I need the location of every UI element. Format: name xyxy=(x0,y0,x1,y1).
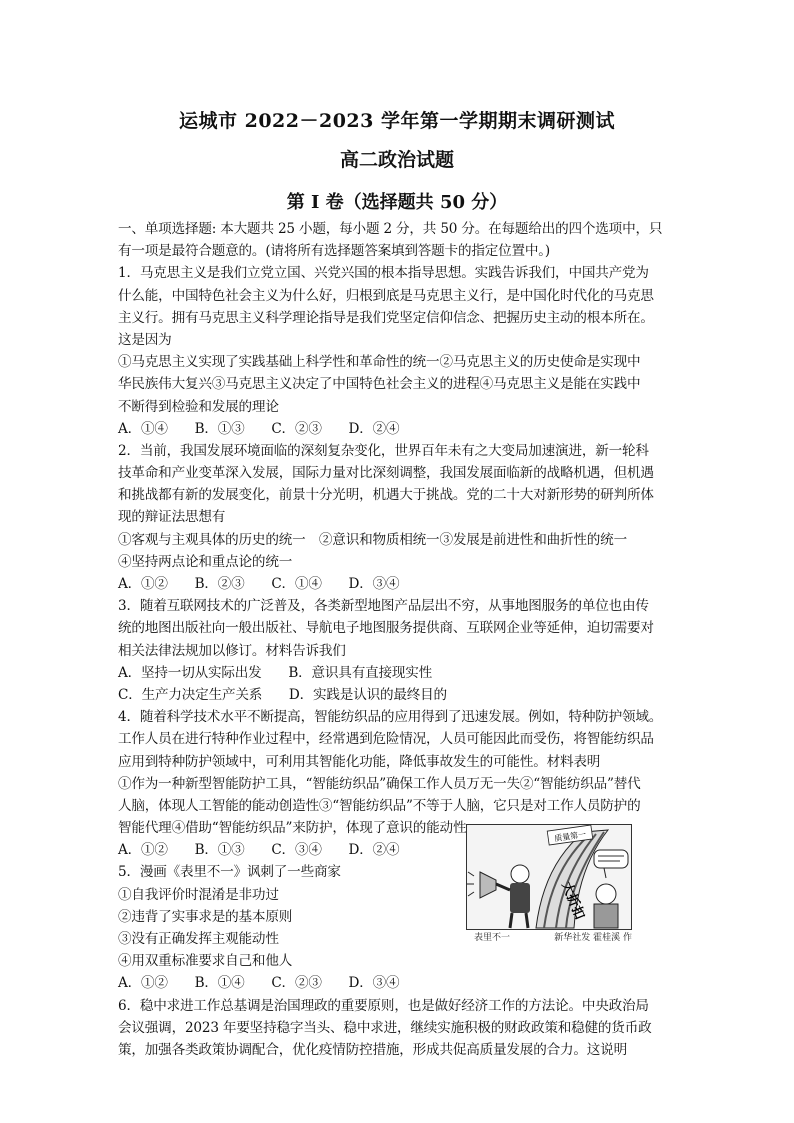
exam-subtitle: 高二政治试题 xyxy=(339,149,454,171)
question-3-options: C．生产力决定生产关系 D．实践是认识的最终目的 xyxy=(118,686,447,703)
banner-top-text: 质量第一 xyxy=(553,829,587,844)
question-2-stem: 技革命和产业变革深入发展，国际力量对比深刻调整，我国发展面临新的战略机遇，但机遇 xyxy=(118,465,654,482)
question-2-stem: 现的辩证法思想有 xyxy=(118,509,226,526)
exam-title: 运城市 2022－2023 学年第一学期期末调研测试 xyxy=(179,110,615,132)
question-1-stem: 这是因为 xyxy=(118,331,172,348)
cartoon-title: 表里不一 xyxy=(474,933,511,943)
question-4-statements: ①作为一种新型智能防护工具，“智能纺织品”确保工作人员万无一失②“智能纺织品”替代 xyxy=(118,775,641,792)
question-3-options: A．坚持一切从实际出发 B．意识具有直接现实性 xyxy=(118,664,433,681)
question-6-stem: 会议强调，2023 年要坚持稳字当头、稳中求进，继续实施积极的财政政策和稳健的货币政 xyxy=(118,1019,652,1036)
question-4-statements: 人脑，体现人工智能的能动创造性③“智能纺织品”不等于人脑，它只是对工作人员防护的 xyxy=(118,797,641,814)
question-4-options: A．①② B．①③ C．③④ D．②④ xyxy=(118,842,400,859)
question-1-stem: 主义行。拥有马克思主义科学理论指导是我们党坚定信仰信念、把握历史主动的根本所在。 xyxy=(118,309,654,326)
question-4-stem: 工作人员在进行特种作业过程中，经常遇到危险情况，人员可能因此而受伤，将智能纺织品 xyxy=(118,731,654,748)
question-1-statements: 不断得到检验和发展的理论 xyxy=(118,398,279,415)
question-1-stem: 什么能，中国特色社会主义为什么好，归根到底是马克思主义行，是中国化时代化的马克思 xyxy=(118,287,654,304)
question-5-statement: ④用双重标准要求自己和他人 xyxy=(118,953,293,970)
question-4-stem: 4．随着科学技术水平不断提高，智能纺织品的应用得到了迅速发展。例如，特种防护领域。 xyxy=(118,709,663,726)
cartoon-drawing xyxy=(466,824,632,930)
question-6-stem: 6．稳中求进工作总基调是治国理政的重要原则，也是做好经济工作的方法论。中央政治局 xyxy=(118,997,649,1014)
question-1-statements: ①马克思主义实现了实践基础上科学性和革命性的统一②马克思主义的历史使命是实现中 xyxy=(118,354,641,371)
section-heading: 第 I 卷（选择题共 50 分） xyxy=(286,192,508,213)
question-2-statements: ①客观与主观具体的历史的统一 ②意识和物质相统一③发展是前进性和曲折性的统一 xyxy=(118,531,627,548)
instruction-line: 有一项是最符合题意的。(请将所有选择题答案填到答题卡的指定位置中。) xyxy=(118,243,551,260)
cartoon-caption xyxy=(474,930,632,943)
question-3-stem: 相关法律法规加以修订。材料告诉我们 xyxy=(118,642,346,659)
question-5-stem: 5．漫画《表里不一》讽刺了一些商家 xyxy=(118,864,341,881)
question-3-stem: 3．随着互联网技术的广泛普及，各类新型地图产品层出不穷，从事地图服务的单位也由传 xyxy=(118,598,649,615)
cartoon-credit: 新华社发 霍桂溪 作 xyxy=(554,933,632,943)
question-4-stem: 应用到特种防护领域中，可利用其智能化功能，降低事故发生的可能性。材料表明 xyxy=(118,753,601,770)
question-4-statements: 智能代理④借助“智能纺织品”来防护，体现了意识的能动性 xyxy=(118,820,467,837)
question-6-stem: 策，加强各类政策协调配合，优化疫情防控措施，形成共促高质量发展的合力。这说明 xyxy=(118,1041,627,1058)
question-5-options: A．①② B．①④ C．②③ D．③④ xyxy=(118,975,400,992)
banner-main-text: 大折扣 xyxy=(558,879,587,922)
question-5-statement: ①自我评价时混淆是非功过 xyxy=(118,886,279,903)
question-3-stem: 统的地图出版社向一般出版社、导航电子地图服务提供商、互联网企业等延伸，迫切需要对 xyxy=(118,620,654,637)
question-1-statements: 华民族伟大复兴③马克思主义决定了中国特色社会主义的进程④马克思主义是能在实践中 xyxy=(118,376,641,393)
question-1-options: A．①④ B．①③ C．②③ D．②④ xyxy=(118,420,400,437)
question-2-statements: ④坚持两点论和重点论的统一 xyxy=(118,553,293,570)
question-2-stem: 和挑战都有新的发展变化，前景十分光明，机遇大于挑战。党的二十大对新形势的研判所体 xyxy=(118,487,654,504)
question-1-stem: 1．马克思主义是我们立党立国、兴党兴国的根本指导思想。实践告诉我们，中国共产党为 xyxy=(118,265,649,282)
question-2-options: A．①② B．②③ C．①④ D．③④ xyxy=(118,576,400,592)
question-5-statement: ③没有正确发挥主观能动性 xyxy=(118,931,279,947)
instruction-line: 一、单项选择题: 本大题共 25 小题，每小题 2 分，共 50 分。在每题给出的四个选项中，只 xyxy=(118,221,663,237)
question-2-stem: 2．当前，我国发展环境面临的深刻复杂变化，世界百年未有之大变局加速演进，新一轮科 xyxy=(118,442,649,459)
question-5-statement: ②违背了实事求是的基本原则 xyxy=(118,908,293,925)
